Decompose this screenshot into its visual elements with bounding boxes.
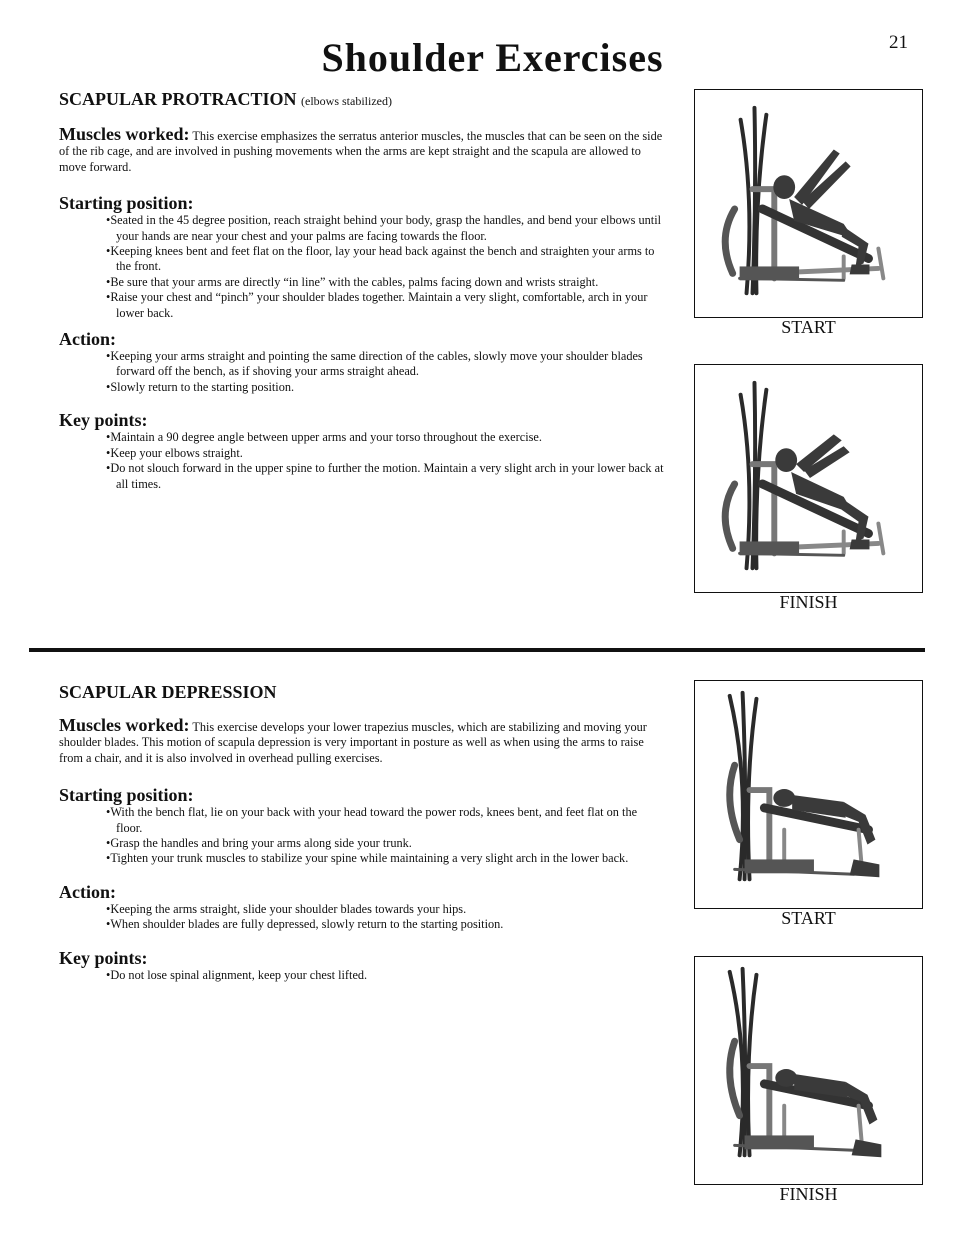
protraction-start-caption: START [781, 317, 836, 337]
starting-position-heading: Starting position: [59, 193, 194, 214]
list-item: • Keeping knees bent and feet flat on the floor, lay your head back against the bench and straighten your arms to the front. [106, 244, 665, 275]
depression-start-caption: START [781, 908, 836, 928]
list-item: • Do not lose spinal alignment, keep your chest lifted. [106, 968, 665, 983]
muscles-worked-text: This exercise emphasizes the serratus anterior muscles, the muscles that can be seen on the side of the rib cage, and are involved in pushing movements when the arms are kept straight and the scapula are allowed to move forward. [59, 129, 663, 174]
muscles-worked-label: Muscles worked: [59, 715, 190, 735]
exercise-scapular-protraction [59, 88, 665, 492]
action-list [59, 349, 665, 395]
section-divider [29, 648, 925, 652]
list-item: • Do not slouch forward in the upper spine to further the motion. Maintain a very slight arch in your lower back at all times. [106, 461, 665, 492]
action-heading: Action: [59, 329, 116, 350]
muscles-worked [59, 124, 665, 175]
key-points-list [59, 968, 665, 983]
exercise-title [59, 88, 665, 112]
list-item: • Raise your chest and “pinch” your shoulder blades together. Maintain a very slight, comfortable, arch in your lower back. [106, 290, 665, 321]
action-list [59, 902, 665, 933]
protraction-start-photo [694, 89, 923, 318]
exercise-title-text: SCAPULAR PROTRACTION [59, 89, 297, 109]
list-item: • Keep your elbows straight. [106, 446, 665, 461]
protraction-finish-caption: FINISH [779, 592, 838, 612]
muscles-worked [59, 715, 665, 766]
list-item: • Slowly return to the starting position. [106, 380, 665, 395]
muscles-worked-text: This exercise develops your lower trapezius muscles, which are stabilizing and moving your shoulder blades. This motion of scapula depression is very important in posture as well as when using the arms to raise from a chair, and it is also involved in overhead pulling exercises. [59, 720, 647, 765]
page-number: 21 [889, 32, 908, 53]
list-item: • Tighten your trunk muscles to stabilize your spine while maintaining a very slight arch in the lower back. [106, 851, 665, 866]
list-item: • Keeping your arms straight and pointing the same direction of the cables, slowly move your shoulder blades forward off the bench, as if shoving your arms straight ahead. [106, 349, 665, 380]
depression-start-photo [694, 680, 923, 909]
key-points-heading: Key points: [59, 410, 148, 431]
list-item: • Maintain a 90 degree angle between upper arms and your torso throughout the exercise. [106, 430, 665, 445]
depression-finish-caption: FINISH [779, 1184, 838, 1204]
starting-position-heading: Starting position: [59, 785, 194, 806]
starting-position-list [59, 805, 665, 867]
list-item: • Keeping the arms straight, slide your shoulder blades towards your hips. [106, 902, 665, 917]
exercise-scapular-depression [59, 681, 665, 983]
starting-position-list [59, 213, 665, 321]
exercise-note: (elbows stabilized) [301, 94, 392, 108]
depression-finish-photo [694, 956, 923, 1185]
list-item: • Grasp the handles and bring your arms along side your trunk. [106, 836, 665, 851]
list-item: • Seated in the 45 degree position, reach straight behind your body, grasp the handles, and bend your elbows until your hands are near your chest and your palms are facing towards the floor. [106, 213, 665, 244]
exercise-title-text: SCAPULAR DEPRESSION [59, 682, 277, 702]
muscles-worked-label: Muscles worked: [59, 124, 190, 144]
key-points-heading: Key points: [59, 947, 148, 968]
protraction-finish-photo [694, 364, 923, 593]
list-item: • When shoulder blades are fully depressed, slowly return to the starting position. [106, 917, 665, 932]
exercise-title [59, 681, 665, 703]
action-heading: Action: [59, 881, 116, 902]
key-points-list [59, 430, 665, 492]
page-title: Shoulder Exercises [321, 35, 664, 80]
list-item: • Be sure that your arms are directly “in line” with the cables, palms facing down and wrists straight. [106, 275, 665, 290]
list-item: • With the bench flat, lie on your back with your head toward the power rods, knees bent, and feet flat on the floor. [106, 805, 665, 836]
